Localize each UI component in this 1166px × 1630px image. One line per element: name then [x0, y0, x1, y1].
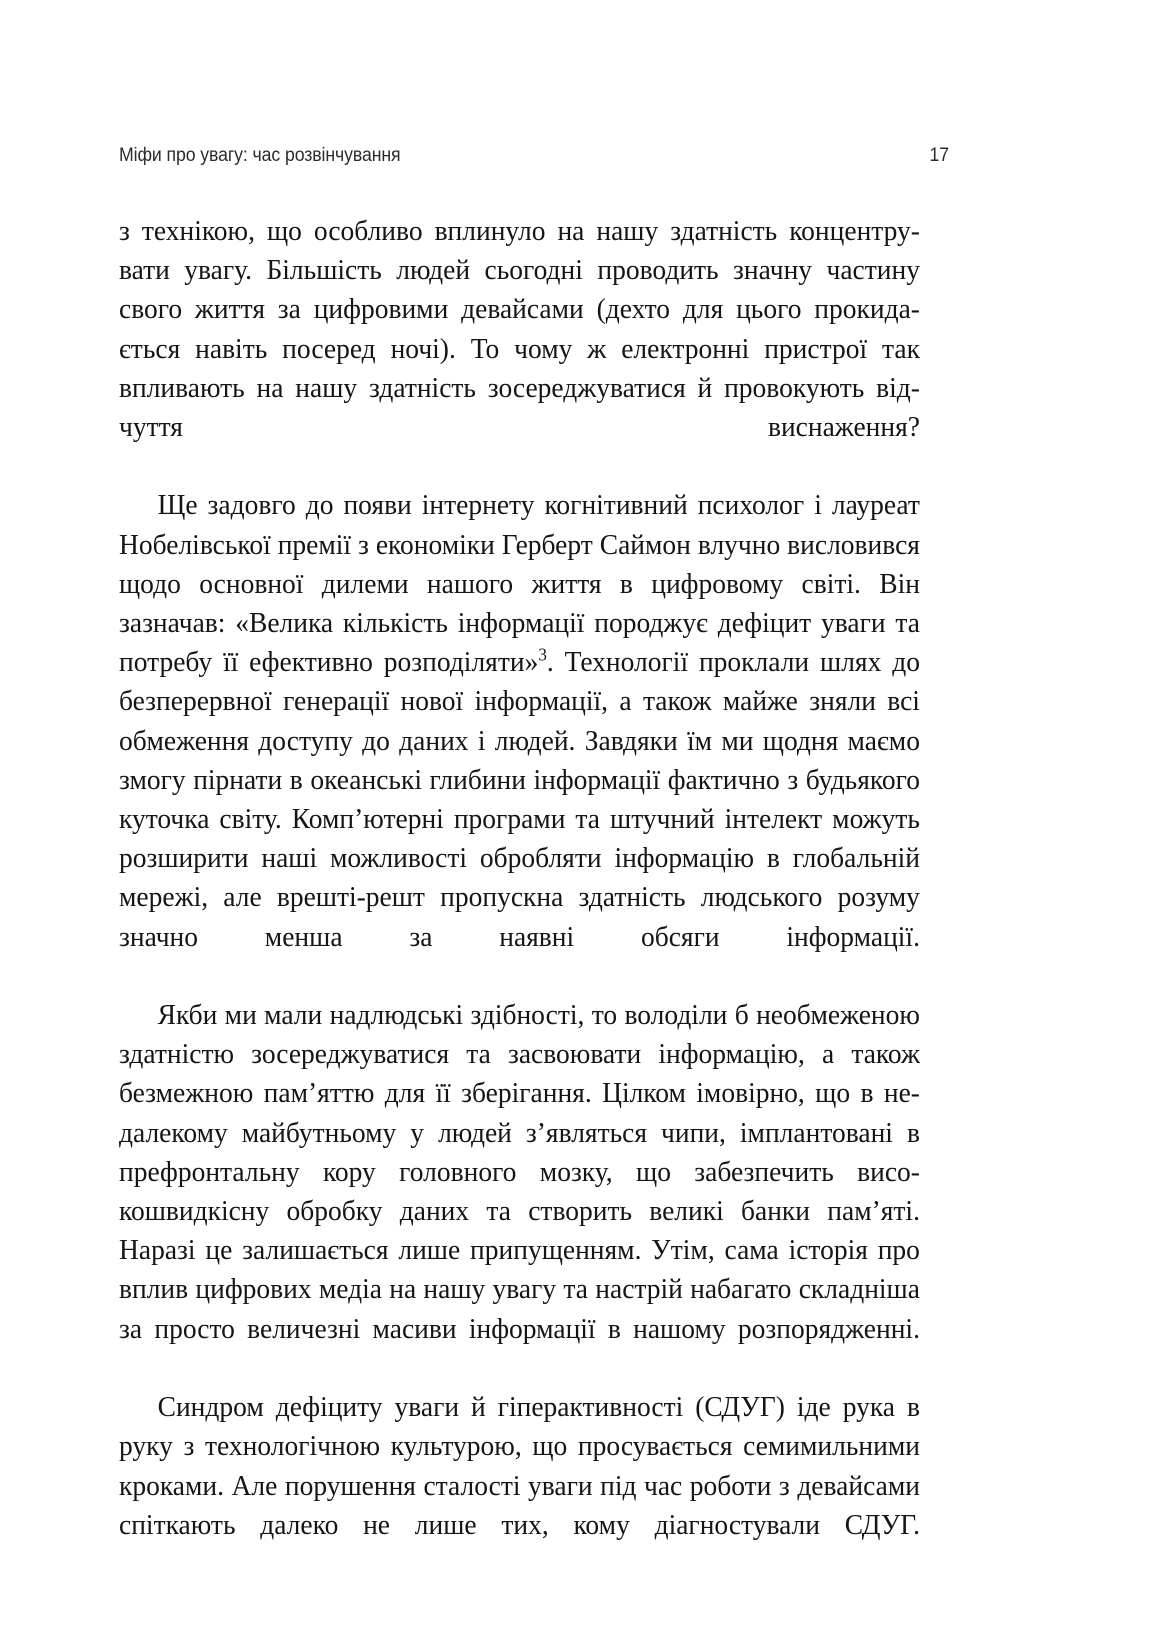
body-text	[119, 212, 949, 1584]
paragraph-adhd: Синдром дефіциту уваги й гіперактивності (СДУГ) іде рука в руку з технологічною культурою, що просувається семимильними кроками. Але порушення сталості уваги під час роботи з девайсами спіткають далеко не лише тих, кому діагностували СДУГ.	[119, 1392, 920, 1541]
paragraph-continued: з технікою, що особливо вплинуло на нашу здатність концентрувати увагу. Більшість людей сьогодні проводить значну частину свого життя за цифровими девайсами (дехто для цього прокидається навіть посеред ночі). То чому ж електронні пристрої так впливають на нашу здатність зосереджуватися й провокують відчуття виснаження?	[119, 216, 920, 444]
paragraph-superhuman: Якби ми мали надлюдські здібності, то володіли б необмеженою здатністю зосереджуватися та засвоювати інформацію, а також безмежною пам’яттю для її зберігання. Цілком імовірно, що в недалекому майбутньому у людей з’являться чипи, імплантовані в префронтальну кору головного мозку, що забезпечить високошвидкісну обробку даних та створить великі банки пам’яті. Наразі це залишається лише припущенням. Утім, сама історія про вплив цифрових медіа на нашу увагу та настрій набагато складніша за просто величезні масиви інформації в нашому розпорядженні.	[119, 1000, 920, 1345]
running-head-title: Міфи про увагу: час розвінчування	[119, 145, 401, 166]
paragraph-simon-text-before-footnote: Ще задовго до появи інтернету когнітивний психолог і лауреат Нобелівської премії з економіки Герберт Саймон влучно висловився щодо основної дилеми нашого життя в цифровому світі. Він зазначав: «Велика кількість інформації породжує дефіцит уваги та потребу її ефективно розподіляти»	[119, 490, 920, 679]
paragraph-simon-text-after-footnote: . Технології проклали шлях до безперервної генерації нової інформації, а також майже зняли всі обмеження доступу до даних і людей. Завдяки їм ми щодня маємо змогу пірнати в океанські глибини інформації фактично з будьякого куточка світу. Комп’ютерні програми та штучний інтелект можуть розширити наші можливості обробляти інформацію в глобальній мережі, але врешті-решт пропускна здатність людського розуму значно менша за наявні обсяги інформації.	[119, 647, 920, 953]
running-head	[119, 144, 949, 168]
footnote-reference-marker: 3	[538, 644, 547, 665]
page-number: 17	[929, 145, 949, 166]
paragraph-simon	[119, 486, 920, 996]
